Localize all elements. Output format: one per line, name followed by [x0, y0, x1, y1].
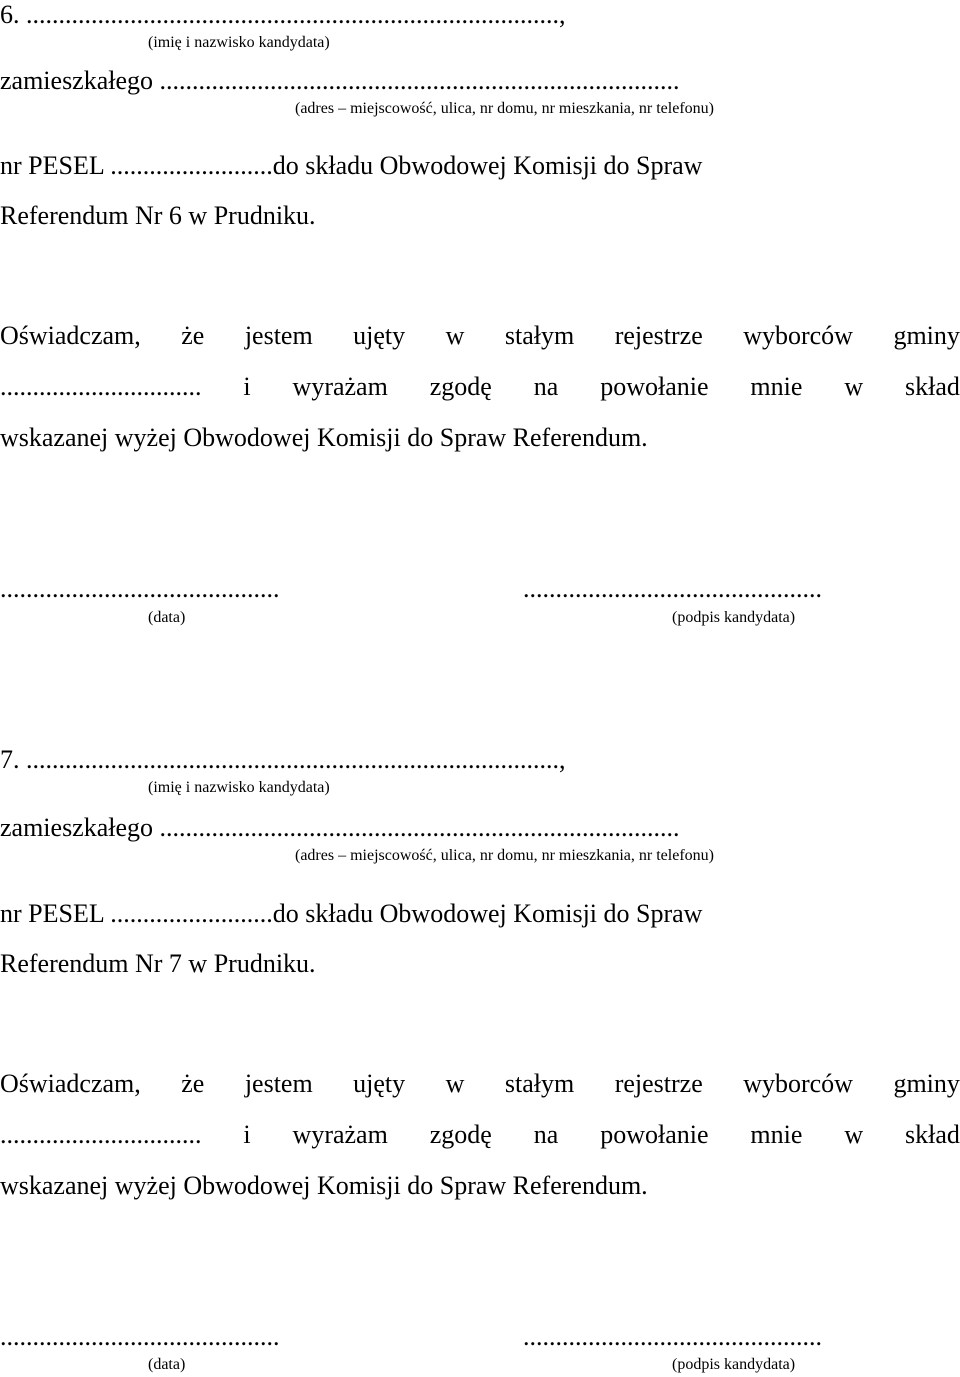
declaration-line-2: [0, 1120, 960, 1150]
word: mnie: [750, 372, 803, 401]
word: rejestrze: [614, 1069, 703, 1098]
word: w: [844, 372, 864, 401]
gmina-blank: ...............................: [0, 1120, 202, 1149]
word: wyrażam: [292, 1120, 388, 1149]
word: w: [844, 1120, 864, 1149]
declaration-line-1: [0, 1069, 960, 1099]
word: gminy: [893, 321, 960, 350]
referendum-line: Referendum Nr 6 w Prudniku.: [0, 201, 316, 230]
word: i: [243, 1120, 251, 1149]
word: powołanie: [600, 1120, 709, 1149]
word: skład: [905, 1120, 960, 1149]
word: gminy: [893, 1069, 960, 1098]
address-caption: (adres – miejscowość, ulica, nr domu, nr mieszkania, nr telefonu): [295, 100, 714, 117]
word: mnie: [750, 1120, 803, 1149]
word: stałym: [504, 321, 575, 350]
word: zgodę: [429, 1120, 492, 1149]
pesel-line: nr PESEL .........................do składu Obwodowej Komisji do Spraw: [0, 151, 703, 180]
word: ujęty: [353, 321, 406, 350]
pesel-line: nr PESEL .........................do składu Obwodowej Komisji do Spraw: [0, 899, 703, 928]
word: że: [181, 321, 205, 350]
word: powołanie: [600, 372, 709, 401]
word: Oświadczam,: [0, 1069, 141, 1098]
signature-field: ..............................................: [523, 574, 822, 603]
word: jestem: [244, 321, 313, 350]
word: w: [445, 1069, 465, 1098]
date-caption: (data): [148, 609, 186, 626]
name-caption: (imię i nazwisko kandydata): [148, 779, 330, 796]
signature-caption: (podpis kandydata): [672, 1356, 796, 1373]
word: ujęty: [353, 1069, 406, 1098]
signature-caption: (podpis kandydata): [672, 609, 796, 626]
name-line: 6. ..................................................................................,: [0, 0, 566, 29]
referendum-line: Referendum Nr 7 w Prudniku.: [0, 949, 316, 978]
address-line: zamieszkałego ................................................................................: [0, 813, 680, 842]
address-line: zamieszkałego ................................................................................: [0, 66, 680, 95]
word: w: [445, 321, 465, 350]
word: zgodę: [429, 372, 492, 401]
word: i: [243, 372, 251, 401]
declaration-line-3: wskazanej wyżej Obwodowej Komisji do Spraw Referendum.: [0, 423, 648, 452]
word: Oświadczam,: [0, 321, 141, 350]
word: że: [181, 1069, 205, 1098]
declaration-line-1: [0, 321, 960, 351]
signature-field: ..............................................: [523, 1322, 822, 1351]
word: wyrażam: [292, 372, 388, 401]
word: skład: [905, 372, 960, 401]
gmina-blank: ...............................: [0, 372, 202, 401]
declaration-line-3: wskazanej wyżej Obwodowej Komisji do Spraw Referendum.: [0, 1171, 648, 1200]
word: wyborców: [743, 321, 853, 350]
declaration-line-2: [0, 372, 960, 402]
name-caption: (imię i nazwisko kandydata): [148, 34, 330, 51]
word: rejestrze: [614, 321, 703, 350]
word: na: [533, 1120, 559, 1149]
date-field: ...........................................: [0, 1322, 280, 1351]
name-line: 7. ..................................................................................,: [0, 745, 566, 774]
word: wyborców: [743, 1069, 853, 1098]
date-caption: (data): [148, 1356, 186, 1373]
word: na: [533, 372, 559, 401]
word: stałym: [504, 1069, 575, 1098]
address-caption: (adres – miejscowość, ulica, nr domu, nr mieszkania, nr telefonu): [295, 847, 714, 864]
date-field: ...........................................: [0, 574, 280, 603]
word: jestem: [244, 1069, 313, 1098]
